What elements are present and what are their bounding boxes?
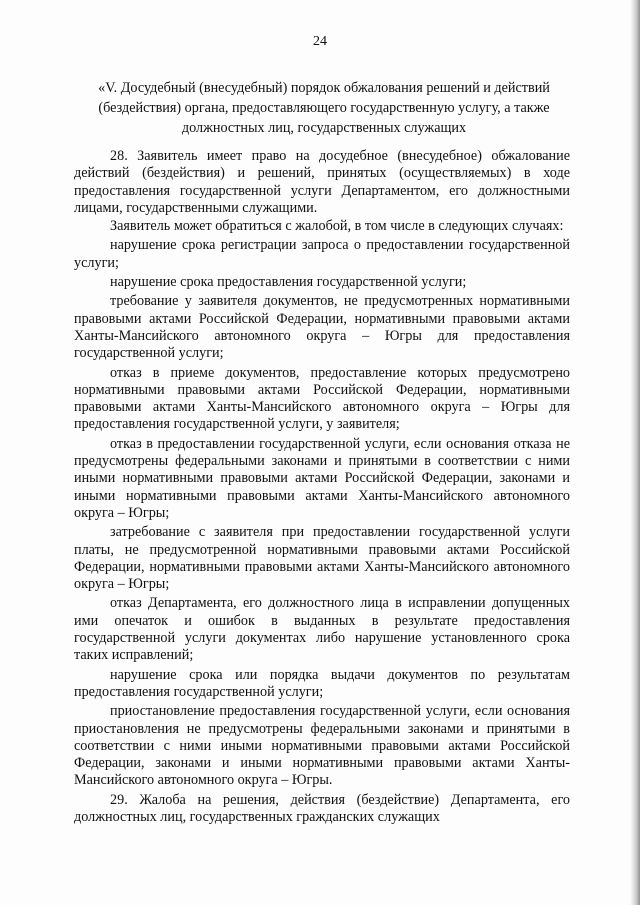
paragraph-complaint-intro: Заявитель может обратиться с жалобой, в том числе в следующих случаях: <box>110 218 564 235</box>
paragraph-28: 28. Заявитель имеет право на досудебное (внесудебное) обжалование действий (бездействия) и решений, принятых (осуществляемых) в ходе предоставления государственной услуги Департаментом, его должностными лицами, государственными служащими. <box>74 148 570 216</box>
section-heading: «V. Досудебный (внесудебный) порядок обжалования решений и действий (бездействия) органа, предоставляющего государственную услугу, а также должностных лиц, государственных служащих <box>98 80 550 136</box>
list-item-suspension: приостановление предоставления государственной услуги, если основания приостановления не предусмотрены федеральными законами и принятыми в соответствии с ними иными нормативными правовыми актами Российской Федерации, законами и иными нормативными правовыми актами Ханты-Мансийского автономного округа – Югры. <box>74 703 570 789</box>
list-item-refusal-service: отказ в предоставлении государственной услуги, если основания отказа не предусмотрены федеральными законами и принятыми в соответствии с ними иными нормативными правовыми актами Российской Федерации, законами и иными нормативными правовыми актами Ханты-Мансийского автономного округа – Югры; <box>74 435 570 521</box>
list-item-registration-deadline: нарушение срока регистрации запроса о предоставлении государственной услуги; <box>74 237 570 271</box>
list-item-refusal-correction: отказ Департамента, его должностного лица в исправлении допущенных ими опечаток и ошибок в выданных в результате предоставления государственной услуги документах либо нарушение установленного срока таких исправлений; <box>74 595 570 664</box>
scan-edge-shadow <box>630 0 640 905</box>
document-body <box>74 148 570 826</box>
list-item-refusal-acceptance: отказ в приеме документов, предоставление которых предусмотрено нормативными правовыми актами Российской Федерации, нормативными правовыми актами Ханты-Мансийского автономного округа – Югры для предоставления государственной услуги, у заявителя; <box>74 364 570 433</box>
list-item-service-deadline: нарушение срока предоставления государственной услуги; <box>110 274 467 291</box>
page-number: 24 <box>313 34 327 49</box>
paragraph-29: 29. Жалоба на решения, действия (бездействие) Департамента, его должностных лиц, государственных гражданских служащих <box>74 791 570 825</box>
list-item-extra-payment: затребование с заявителя при предоставлении государственной услуги платы, не предусмотренной нормативными правовыми актами Российской Федерации, нормативными правовыми актами Ханты-Мансийского автономного округа – Югры; <box>74 524 570 593</box>
list-item-issue-deadline: нарушение срока или порядка выдачи документов по результатам предоставления государственной услуги; <box>74 666 570 700</box>
list-item-extra-documents: требование у заявителя документов, не предусмотренных нормативными правовыми актами Российской Федерации, нормативными правовыми актами Ханты-Мансийского автономного округа – Югры для предоставления государственной услуги; <box>74 293 570 362</box>
